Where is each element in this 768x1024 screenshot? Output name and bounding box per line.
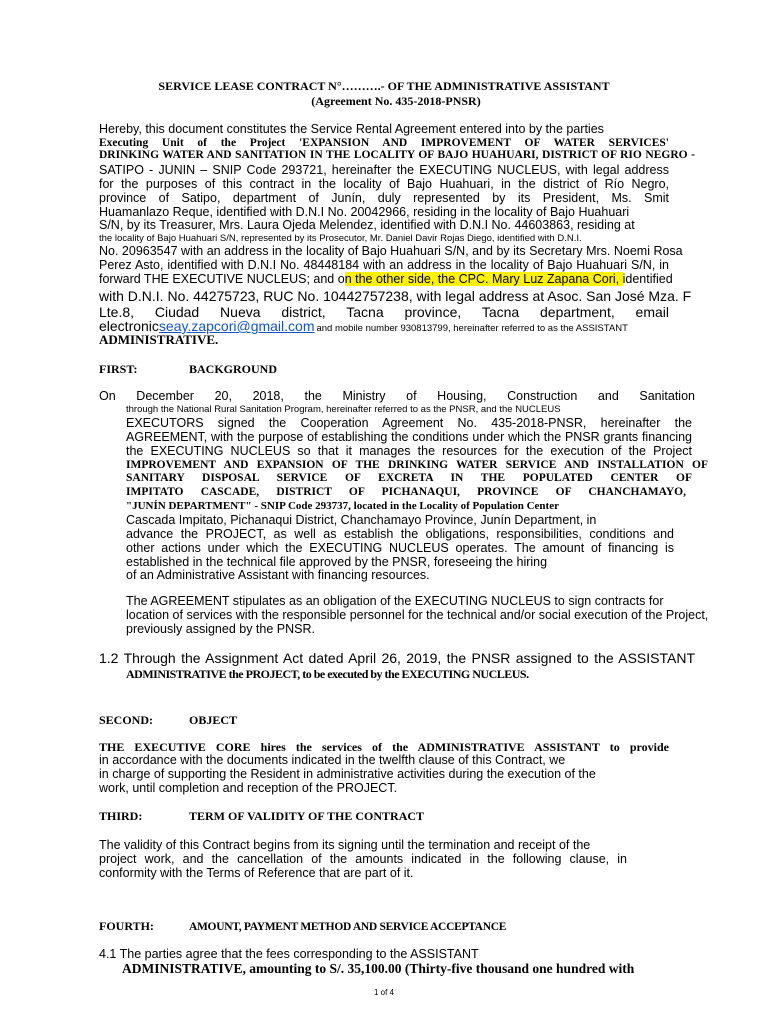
intro-line-8: S/N, by its Treasurer, Mrs. Laura Ojeda Melendez, identified with D.N.I No. 44603863, residing at bbox=[99, 218, 635, 232]
first-p2-line-3: previously assigned by the PNSR. bbox=[126, 622, 315, 636]
intro-line-7: Huamanlazo Reque, identified with D.N.I No. 20042966, residing in the locality of Bajo Huahuari bbox=[99, 205, 630, 219]
clause-first-heading: FIRST: BACKGROUND bbox=[99, 362, 278, 376]
intro-line-1: Hereby, this document constitutes the Service Rental Agreement entered into by the parties bbox=[99, 122, 604, 136]
contract-title: SERVICE LEASE CONTRACT N°……….- OF THE ADMINISTRATIVE ASSISTANT bbox=[158, 79, 610, 93]
clause-fourth-heading: FOURTH: AMOUNT, PAYMENT METHOD AND SERVICE ACCEPTANCE bbox=[99, 919, 507, 933]
first-line-2: through the National Rural Sanitation Program, hereinafter referred to as the PNSR, and the NUCLEUS bbox=[126, 404, 561, 415]
first-line-1: On December 20, 2018, the Ministry of Housing, Construction and Sanitation bbox=[99, 389, 695, 403]
intro-line-4: SATIPO - JUNIN – SNIP Code 293721, hereinafter the EXECUTING NUCLEUS, with legal address bbox=[99, 163, 669, 177]
second-line-3: in charge of supporting the Resident in administrative activities during the execution of the bbox=[99, 767, 596, 781]
first-line-11: advance the PROJECT, as well as establish the obligations, responsibilities, conditions and bbox=[126, 527, 674, 541]
intro-line-12: forward THE EXECUTIVE NUCLEUS; and on the other side, the CPC. Mary Luz Zapana Cori, identified bbox=[99, 272, 673, 286]
clause-second-heading: SECOND: OBJECT bbox=[99, 713, 238, 727]
intro-line-14: Lte.8, Ciudad Nueva district, Tacna province, Tacna department, email bbox=[99, 304, 669, 320]
intro-line-11: Perez Asto, identified with D.N.I No. 48448184 with an address in the locality of Bajo Huahuari S/N, in bbox=[99, 258, 669, 272]
second-line-1: THE EXECUTIVE CORE hires the services of the ADMINISTRATIVE ASSISTANT to provide bbox=[99, 740, 669, 754]
page-number: 1 of 4 bbox=[373, 988, 394, 997]
first-line-13: established in the technical file approved by the PNSR, foreseeing the hiring bbox=[126, 555, 548, 569]
intro-line-6: province of Satipo, department of Junín, duly represented by its President, Ms. Smit bbox=[99, 191, 669, 205]
first-line-3: EXECUTORS signed the Cooperation Agreement No. 435-2018-PNSR, hereinafter the bbox=[126, 416, 692, 430]
intro-line-3: DRINKING WATER AND SANITATION IN THE LOCALITY OF BAJO HUAHUARI, DISTRICT OF RIO NEGRO - bbox=[99, 149, 695, 161]
second-line-4: work, until completion and reception of the PROJECT. bbox=[99, 781, 398, 795]
highlighted-party: n the other side, the CPC. Mary Luz Zapana Cori, bbox=[344, 272, 623, 286]
first-p2-line-1: The AGREEMENT stipulates as an obligation of the EXECUTING NUCLEUS to sign contracts for bbox=[126, 594, 664, 608]
intro-line-2: Executing Unit of the Project 'EXPANSION AND IMPROVEMENT OF WATER SERVICES' bbox=[99, 137, 669, 149]
second-line-2: in accordance with the documents indicated in the twelfth clause of this Contract, we bbox=[99, 753, 566, 767]
intro-line-15: electronicseay.zapcori@gmail.com and mobile number 930813799, hereinafter referred to as the ASSISTANT bbox=[99, 318, 628, 334]
first-line-14: of an Administrative Assistant with financing resources. bbox=[126, 568, 430, 582]
first-line-12: other actions under which the EXECUTING NUCLEUS operates. The amount of financing is bbox=[126, 541, 674, 555]
fourth-line-2: ADMINISTRATIVE, amounting to S/. 35,100.00 (Thirty-five thousand one hundred with bbox=[122, 961, 635, 976]
first-line-4: AGREEMENT, with the purpose of establishing the conditions under which the PNSR grants financing bbox=[126, 430, 692, 444]
intro-line-10: No. 20963547 with an address in the locality of Bajo Huahuari S/N, and by its Secretary Mrs. Noemi Rosa bbox=[99, 244, 683, 258]
first-line-9: "JUNÍN DEPARTMENT" - SNIP Code 293737, located in the Locality of Population Center bbox=[126, 500, 559, 512]
first-line-8: IMPITATO CASCADE, DISTRICT OF PICHANAQUI, PROVINCE OF CHANCHAMAYO, bbox=[126, 486, 686, 498]
first-p3-line-1: 1.2 Through the Assignment Act dated April 26, 2019, the PNSR assigned to the ASSISTANT bbox=[99, 650, 695, 666]
email-link[interactable]: seay.zapcori@gmail.com bbox=[158, 318, 315, 334]
third-line-2: project work, and the cancellation of the amounts indicated in the following clause, in bbox=[99, 852, 627, 866]
fourth-line-1: 4.1 The parties agree that the fees corresponding to the ASSISTANT bbox=[99, 947, 479, 961]
agreement-number: (Agreement No. 435-2018-PNSR) bbox=[311, 94, 481, 108]
first-p2-line-2: location of services with the responsible personnel for the technical and/or social execution of the Project, bbox=[126, 608, 709, 622]
intro-line-9: the locality of Bajo Huahuari S/N, represented by its Prosecutor, Mr. Daniel Davir Rojas Diego, identified with D.N.I. bbox=[99, 233, 582, 244]
third-line-1: The validity of this Contract begins from its signing until the termination and receipt of the bbox=[99, 838, 591, 852]
first-line-5: the EXECUTING NUCLEUS so that it manages the resources for the execution of the Project bbox=[126, 444, 692, 458]
intro-line-5: for the purposes of this contract in the locality of Bajo Huahuari, in the district of Río Negro, bbox=[99, 177, 669, 191]
third-line-3: conformity with the Terms of Reference that are part of it. bbox=[99, 866, 414, 880]
first-line-6: IMPROVEMENT AND EXPANSION OF THE DRINKING WATER SERVICE AND INSTALLATION OF bbox=[126, 459, 708, 471]
clause-third-heading: THIRD: TERM OF VALIDITY OF THE CONTRACT bbox=[99, 809, 425, 823]
intro-line-13: with D.N.I. No. 44275723, RUC No. 10442757238, with legal address at Asoc. San José Mza. F bbox=[99, 288, 692, 304]
intro-line-16: ADMINISTRATIVE. bbox=[99, 332, 219, 347]
first-p3-line-2: ADMINISTRATIVE the PROJECT, to be executed by the EXECUTING NUCLEUS. bbox=[126, 667, 529, 681]
first-line-10: Cascada Impitato, Pichanaqui District, Chanchamayo Province, Junín Department, in bbox=[126, 513, 597, 527]
first-line-7: SANITARY DISPOSAL SERVICE OF EXCRETA IN THE POPULATED CENTER OF bbox=[126, 472, 692, 484]
